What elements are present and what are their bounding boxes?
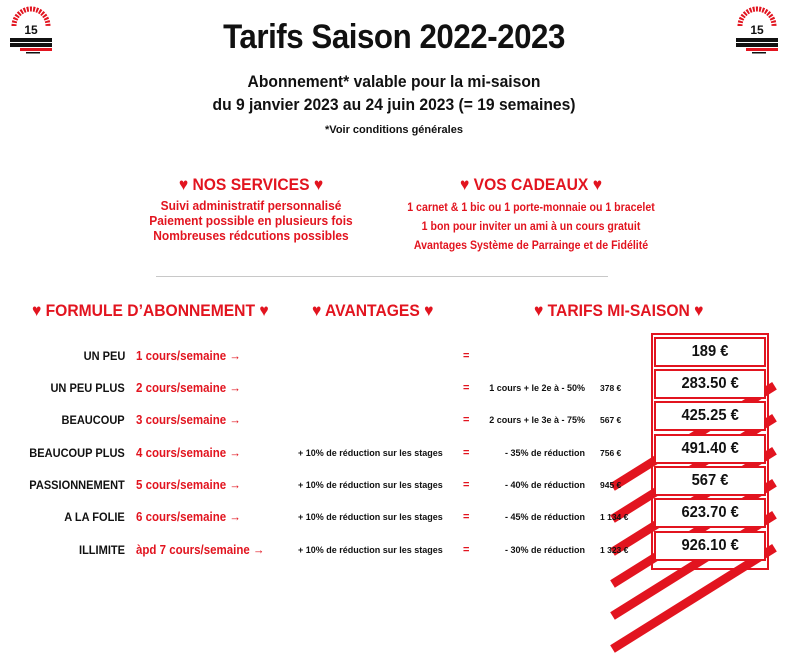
formula-name: ILLIMITE xyxy=(79,543,125,557)
svg-text:15: 15 xyxy=(750,23,764,37)
discount-text: 2 cours + le 3e à - 75% xyxy=(489,415,585,425)
price-box xyxy=(654,337,766,367)
subtitle-dates: du 9 janvier 2023 au 24 juin 2023 (= 19 semaines) xyxy=(212,95,576,114)
discount-text: - 40% de réduction xyxy=(504,480,585,490)
service-line: Nombreuses rédcutions possibles xyxy=(153,228,349,243)
price-value: 189 € xyxy=(691,343,729,360)
svg-text:15: 15 xyxy=(24,23,38,37)
advantage-text: + 10% de réduction sur les stages xyxy=(298,545,443,555)
equals-sign: = xyxy=(463,544,470,556)
gifts-heading: ♥ VOS CADEAUX ♥ xyxy=(460,175,602,194)
gift-line: 1 bon pour inviter un ami à un cours gratuit xyxy=(421,221,641,233)
formula-name: PASSIONNEMENT xyxy=(29,478,125,492)
price-value: 425.25 € xyxy=(681,407,739,424)
conditions-note: *Voir conditions générales xyxy=(325,124,463,136)
price-box xyxy=(654,401,766,431)
price-box xyxy=(654,434,766,464)
page-title: Tarifs Saison 2022-2023 xyxy=(223,18,565,56)
original-price: 756 € xyxy=(600,448,622,458)
equals-sign: = xyxy=(463,447,470,459)
equals-sign: = xyxy=(463,350,470,362)
discount-text: 1 cours + le 2e à - 50% xyxy=(489,383,585,393)
original-price: 1 134 € xyxy=(600,512,629,522)
advantage-text: + 10% de réduction sur les stages xyxy=(298,448,443,458)
course-frequency: 4 cours/semaine → xyxy=(136,446,241,460)
price-value: 283.50 € xyxy=(681,375,739,392)
services-section xyxy=(110,175,392,243)
course-frequency: 5 cours/semaine → xyxy=(136,478,241,492)
price-box xyxy=(654,369,766,399)
original-price: 567 € xyxy=(600,415,622,425)
formula-name: A LA FOLIE xyxy=(64,510,125,524)
subtitle-validity: Abonnement* valable pour la mi-saison xyxy=(247,72,541,91)
gifts-section xyxy=(380,175,682,256)
equals-sign: = xyxy=(463,414,470,426)
formula-column-heading: ♥ FORMULE D’ABONNEMENT ♥ xyxy=(32,301,269,320)
course-frequency: 6 cours/semaine → xyxy=(136,510,241,524)
gift-line: 1 carnet & 1 bic ou 1 porte-monnaie ou 1 bracelet xyxy=(407,202,655,214)
formula-name: BEAUCOUP xyxy=(61,413,125,427)
original-price: 378 € xyxy=(600,383,622,393)
formula-name: BEAUCOUP PLUS xyxy=(29,446,125,460)
advantage-text: + 10% de réduction sur les stages xyxy=(298,512,443,522)
formula-name: UN PEU PLUS xyxy=(50,381,125,395)
price-box xyxy=(654,498,766,528)
discount-text: - 30% de réduction xyxy=(504,545,585,555)
original-price: 1 323 € xyxy=(600,545,629,555)
gift-line: Avantages Système de Parrainge et de Fidélité xyxy=(413,240,649,252)
discount-text: - 35% de réduction xyxy=(504,448,585,458)
service-line: Suivi administratif personnalisé xyxy=(160,198,342,213)
course-frequency: àpd 7 cours/semaine → xyxy=(136,543,265,557)
services-heading: ♥ NOS SERVICES ♥ xyxy=(178,175,324,194)
equals-sign: = xyxy=(463,382,470,394)
course-frequency: 2 cours/semaine → xyxy=(136,381,241,395)
course-frequency: 1 cours/semaine → xyxy=(136,349,241,363)
price-value: 567 € xyxy=(691,472,729,489)
course-frequency: 3 cours/semaine → xyxy=(136,413,241,427)
equals-sign: = xyxy=(463,479,470,491)
equals-sign: = xyxy=(463,511,470,523)
price-value: 491.40 € xyxy=(681,440,739,457)
advantages-column-heading: ♥ AVANTAGES ♥ xyxy=(312,301,434,320)
service-line: Paiement possible en plusieurs fois xyxy=(149,213,353,228)
discount-text: - 45% de réduction xyxy=(504,512,585,522)
prices-column-heading: ♥ TARIFS MI-SAISON ♥ xyxy=(534,301,704,320)
price-value: 623.70 € xyxy=(681,504,739,521)
formula-name: UN PEU xyxy=(83,349,125,363)
price-value: 926.10 € xyxy=(681,537,739,554)
original-price: 945 € xyxy=(600,480,622,490)
price-box xyxy=(654,466,766,496)
price-box xyxy=(654,531,766,561)
advantage-text: + 10% de réduction sur les stages xyxy=(298,480,443,490)
section-divider xyxy=(156,276,608,277)
